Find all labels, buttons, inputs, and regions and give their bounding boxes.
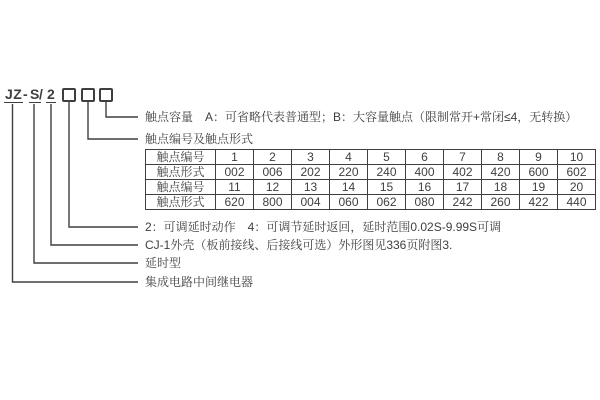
row-header-cell: 触点形式 [146, 195, 216, 210]
table-cell: 202 [292, 165, 330, 180]
model-dash: - [23, 86, 29, 102]
table-cell: 5 [368, 150, 406, 165]
leader-line-2 [51, 104, 138, 245]
model-series: S [30, 86, 40, 102]
table-cell: 420 [482, 165, 520, 180]
row-header-cell: 触点编号 [146, 180, 216, 195]
table-cell: 7 [444, 150, 482, 165]
table-cell: 20 [558, 180, 596, 195]
table-cell: 1 [216, 150, 254, 165]
contact-table-body [146, 150, 596, 210]
table-cell: 17 [444, 180, 482, 195]
table-cell: 2 [254, 150, 292, 165]
callout-relay-family: 集成电路中间继电器 [145, 275, 254, 289]
table-cell: 242 [444, 195, 482, 210]
table-cell: 080 [406, 195, 444, 210]
table-cell: 422 [520, 195, 558, 210]
row-header-cell: 触点编号 [146, 150, 216, 165]
table-cell: 13 [292, 180, 330, 195]
table-cell: 002 [216, 165, 254, 180]
table-cell: 440 [558, 195, 596, 210]
table-cell: 15 [368, 180, 406, 195]
row-header-cell: 触点形式 [146, 165, 216, 180]
callout-contact-numbering: 触点编号及触点形式 [145, 132, 254, 146]
leader-line-jz [13, 104, 139, 282]
table-cell: 004 [292, 195, 330, 210]
table-cell: 16 [406, 180, 444, 195]
table-row [146, 165, 596, 180]
designator-box-3 [99, 88, 113, 102]
table-cell: 400 [406, 165, 444, 180]
table-cell: 19 [520, 180, 558, 195]
table-cell: 402 [444, 165, 482, 180]
table-cell: 602 [558, 165, 596, 180]
designator-box-2 [81, 88, 95, 102]
table-cell: 9 [520, 150, 558, 165]
model-slash: / [39, 86, 44, 102]
table-cell: 060 [330, 195, 368, 210]
leader-line-box3 [106, 102, 138, 117]
table-row [146, 195, 596, 210]
callout-contact-capacity: 触点容量 A：可省略代表普通型；B：大容量触点（限制常开+常闭≤4，无转换） [145, 110, 578, 124]
table-row [146, 180, 596, 195]
leader-line-box2 [88, 102, 138, 139]
table-cell: 260 [482, 195, 520, 210]
table-cell: 220 [330, 165, 368, 180]
table-cell: 620 [216, 195, 254, 210]
leader-line-s [34, 104, 138, 263]
designator-box-1 [62, 88, 76, 102]
table-cell: 18 [482, 180, 520, 195]
table-cell: 10 [558, 150, 596, 165]
leader-line-box1 [69, 102, 138, 227]
table-cell: 4 [330, 150, 368, 165]
table-cell: 800 [254, 195, 292, 210]
contact-form-table [145, 149, 596, 210]
table-cell: 006 [254, 165, 292, 180]
table-cell: 14 [330, 180, 368, 195]
model-variant: 2 [47, 86, 56, 102]
callout-delay-type: 延时型 [145, 256, 182, 270]
model-prefix: JZ [5, 86, 23, 102]
table-cell: 240 [368, 165, 406, 180]
table-cell: 11 [216, 180, 254, 195]
table-cell: 12 [254, 180, 292, 195]
table-row [146, 150, 596, 165]
callout-adjustable-delay: 2：可调延时动作 4：可调节延时返回，延时范围0.02S-9.99S可调 [145, 220, 502, 234]
table-cell: 3 [292, 150, 330, 165]
table-cell: 600 [520, 165, 558, 180]
table-cell: 8 [482, 150, 520, 165]
table-cell: 6 [406, 150, 444, 165]
table-cell: 062 [368, 195, 406, 210]
callout-case-type: CJ-1外壳（板前接线、后接线可选）外形图见336页附图3. [145, 238, 453, 252]
